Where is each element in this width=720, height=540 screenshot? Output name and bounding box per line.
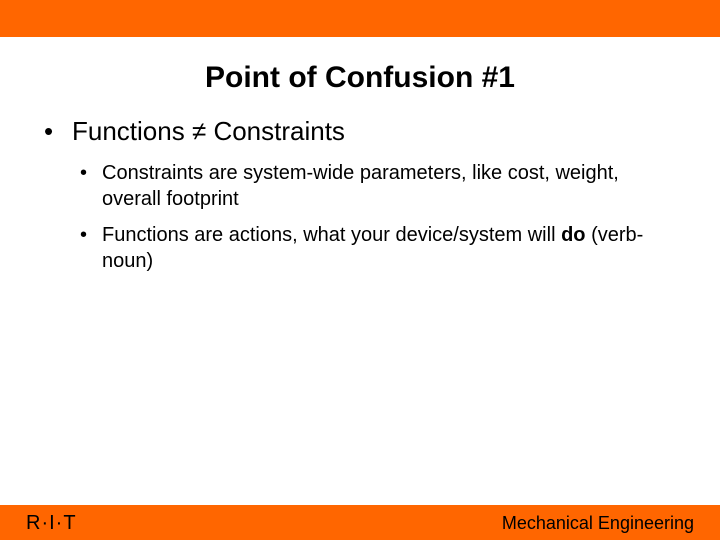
bullet-marker: • [80,224,88,246]
main-bullet-text: Functions ≠ Constraints [72,116,345,146]
bullet-marker: • [44,116,54,146]
slide-title: Point of Confusion #1 [205,61,515,94]
department-name: Mechanical Engineering [501,513,694,533]
sub-bullet-text [102,222,680,274]
sub-bullet-functions [80,222,680,274]
sub-bullet-text: Constraints are system-wide parameters, like cost, weight, overall footprint [102,162,619,210]
sub-bullet-constraints [80,160,680,212]
rit-logo-text: R·I·T [26,512,77,534]
emphasis-do: do [561,224,586,246]
top-accent-bar [0,0,720,37]
main-bullet [44,114,345,148]
sub-bullet-text-end: (verb-noun) [102,224,644,272]
bullet-marker: • [80,162,88,184]
sub-bullet-text-start: Functions are actions, what your device/system will [102,224,562,246]
